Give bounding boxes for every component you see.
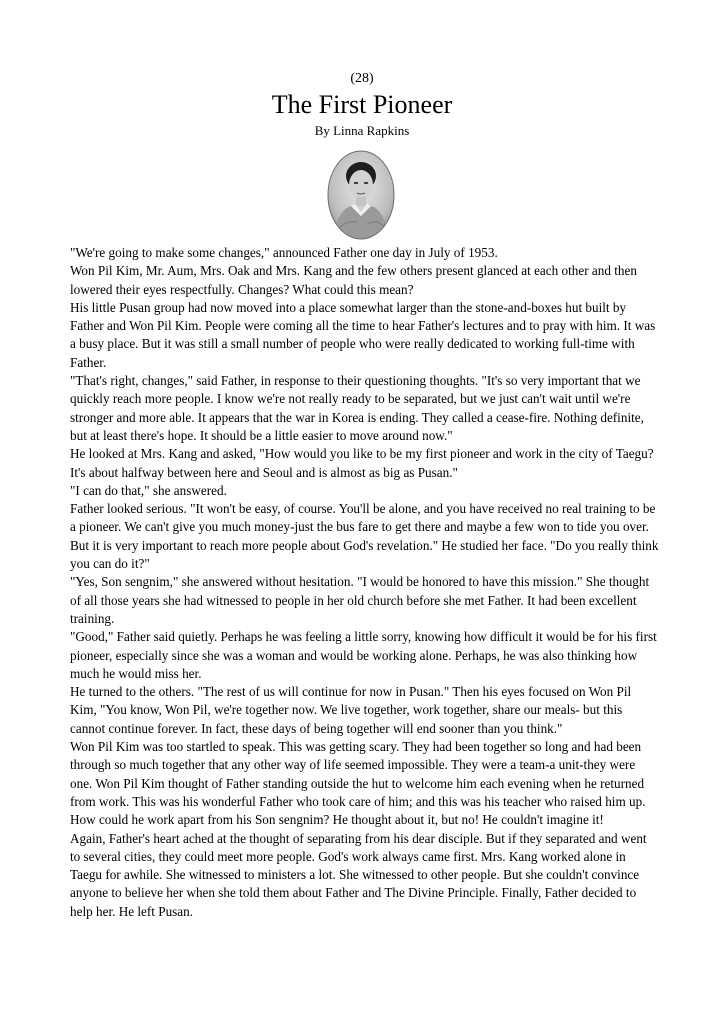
page-title: The First Pioneer (271, 90, 453, 119)
paragraph: He turned to the others. "The rest of us will continue for now in Pusan." Then his eyes focused on Won Pil Kim, "You know, Won Pil, we're together now. We live together, work together, share our meals- but this cannot continue forever. In fact, these days of being together will end sooner than you think." (70, 684, 632, 736)
paragraph: "I can do that," she answered. (70, 482, 227, 498)
paragraph: Won Pil Kim, Mr. Aum, Mrs. Oak and Mrs. Kang and the few others present glanced at each other and then lowered their eyes respectfully. Changes? What could this mean? (70, 263, 637, 297)
paragraph: Won Pil Kim was too startled to speak. This was getting scary. They had been together so long and had been through so much together that any other way of life seemed impossible. They were a team-a unit-they were one. Won Pil Kim thought of Father standing outside the hut to welcome him each evening when he returned from work. This was his wonderful Father who took care of him; and this was his teacher who raised him up. How could he work apart from his Son sengnim? He thought about it, but no! He couldn't imagine it! (70, 739, 646, 828)
paragraph: "Yes, Son sengnim," she answered without hesitation. "I would be honored to have this mission." She thought of all those years she had witnessed to people in her old church before she met Father. It had been excellent training. (70, 574, 650, 626)
paragraph: He looked at Mrs. Kang and asked, "How would you like to be my first pioneer and work in the city of Taegu? It's about halfway between here and Seoul and is almost as big as Pusan." (70, 446, 654, 480)
paragraph: Father looked serious. "It won't be easy, of course. You'll be alone, and you have received no real training to be a pioneer. We can't give you much money-just the bus fare to get there and maybe a few won to tide you over. But it is very important to reach more people about God's revelation." He studied her face. "Do you really think you can do it?" (70, 501, 659, 572)
paragraph: Again, Father's heart ached at the thought of separating from his dear disciple. But if they separated and went to several cities, they could meet more people. God's work always came first. Mrs. Kang worked alone in Taegu for awhile. She witnessed to ministers a lot. She witnessed to other people. But she couldn't convince anyone to believe her when she told them about Father and The Divine Principle. Finally, Father decided to help her. He left Pusan. (70, 830, 647, 919)
paragraph: "Good," Father said quietly. Perhaps he was feeling a little sorry, knowing how difficult it would be for his first pioneer, especially since she was a woman and would be working alone. Perhaps, he was also thinking how much he would miss her. (70, 629, 657, 681)
chapter-number: (28) (350, 71, 374, 86)
paragraph: "That's right, changes," said Father, in response to their questioning thoughts. "It's so very important that we quickly reach more people. I know we're not really ready to be separated, but we just can't wait until we're stronger and more able. It appears that the war in Korea is ending. They called a cease-fire. Nothing definite, but at least there's hope. It should be a little easier to move around now." (70, 373, 644, 443)
paragraph: "We're going to make some changes," announced Father one day in July of 1953. (70, 245, 498, 260)
author-byline: By Linna Rapkins (314, 123, 410, 138)
article-body (70, 244, 660, 921)
portrait-photo-icon (327, 150, 395, 240)
paragraph: His little Pusan group had now moved into a place somewhat larger than the stone-and-boxes hut built by Father and Won Pil Kim. People were coming all the time to hear Father's lectures and to pray with him. It was a busy place. But it was still a small number of people who were really dedicated to working full-time with Father. (70, 299, 656, 370)
